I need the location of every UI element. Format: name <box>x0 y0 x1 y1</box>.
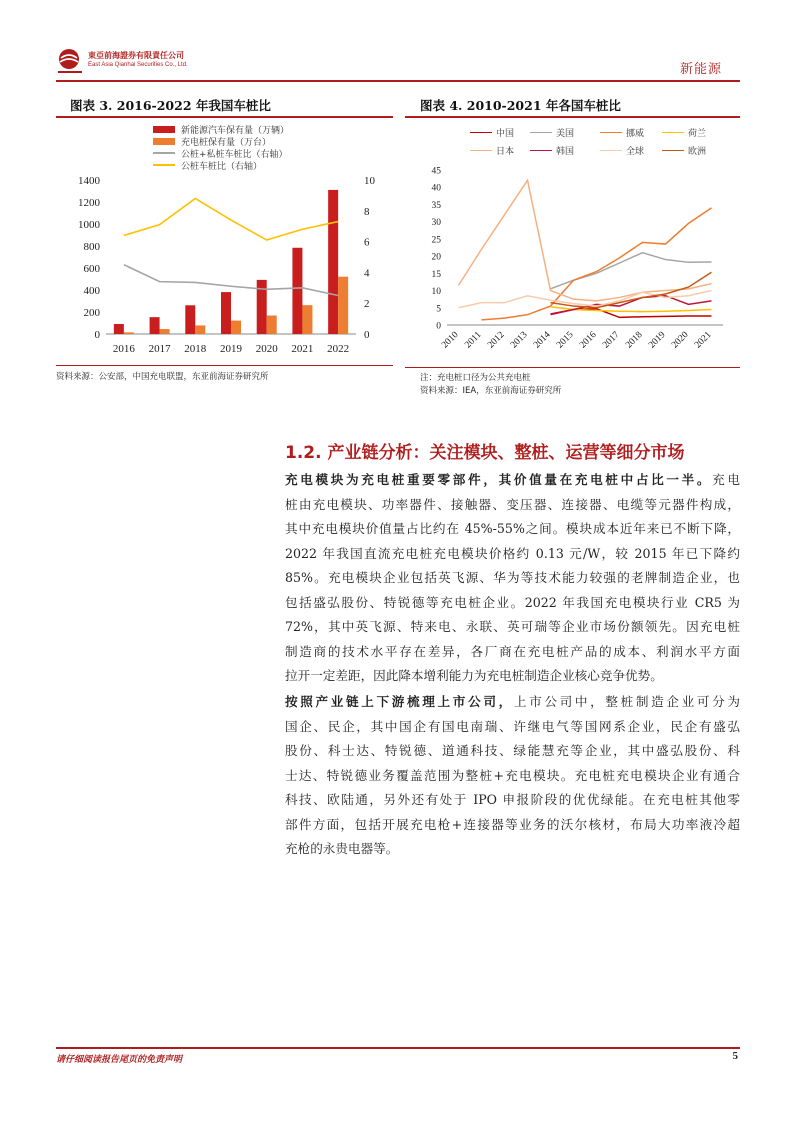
y2-tick-label: 6 <box>364 236 370 249</box>
paragraph-line: 国企、民企，其中国企有国电南瑞、许继电气等国网系企业，民企有盛弘 <box>285 718 740 734</box>
x-tick-label: 2020 <box>670 330 691 351</box>
legend-swatch <box>530 132 552 134</box>
paragraph-lead: 充电模块为充电桩重要零部件，其价值量在充电桩中占比一半。 <box>285 472 713 487</box>
legend-label: 欧洲 <box>688 147 707 157</box>
x-tick-label: 2019 <box>647 330 668 351</box>
paragraph-line: 桩由充电模块、功率器件、接触器、变压器、连接器、电缆等元器件构成， <box>285 496 740 512</box>
paragraph-line: 充枪的永贵电器等。 <box>285 841 399 856</box>
company-name-en: East Asia Qianhai Securities Co., Ltd. <box>88 62 188 68</box>
legend-swatch <box>153 126 175 133</box>
legend-swatch <box>662 150 684 152</box>
series-line <box>482 208 712 320</box>
company-name-cn: 東亞前海證券有限責任公司 <box>88 51 184 60</box>
x-tick-label: 2014 <box>532 330 553 351</box>
legend-item-norway <box>600 126 662 139</box>
x-tick-label: 2012 <box>486 330 507 351</box>
section-heading: 1.2. 产业链分析：关注模块、整桩、运营等细分市场 <box>285 443 685 463</box>
bar <box>160 329 170 334</box>
company-logo-icon <box>56 48 86 76</box>
figure3-bottom-line <box>56 365 393 366</box>
bar <box>114 324 124 334</box>
legend-item-nev <box>153 123 289 135</box>
header-divider <box>56 80 740 82</box>
y-tick-label: 800 <box>83 241 100 253</box>
series-line <box>551 253 712 289</box>
y-tick-label: 25 <box>431 235 441 246</box>
legend-item-europe <box>662 144 722 157</box>
y2-tick-label: 0 <box>364 329 370 341</box>
sector-label: 新能源 <box>679 62 722 77</box>
paragraph-lead: 按照产业链上下游梳理上市公司， <box>285 694 514 709</box>
x-tick-label: 2013 <box>509 330 530 351</box>
y-tick-label: 5 <box>436 304 441 315</box>
legend-swatch <box>470 150 492 152</box>
legend-label: 美国 <box>556 129 575 139</box>
paragraph-line <box>285 468 740 493</box>
y-tick-label: 30 <box>431 218 441 229</box>
bar <box>328 190 338 334</box>
legend-swatch <box>153 138 175 145</box>
legend-label: 韩国 <box>556 147 575 157</box>
figure3-title: 图表 3. 2016-2022 年我国车桩比 <box>70 98 271 113</box>
x-tick-label: 2019 <box>220 343 242 355</box>
legend-item-charger <box>153 135 289 147</box>
legend-swatch <box>470 132 492 134</box>
legend-item-netherlands <box>662 126 722 139</box>
legend-label: 荷兰 <box>688 129 707 139</box>
legend-label: 公桩+私桩车桩比（右轴） <box>181 149 288 160</box>
x-tick-label: 2016 <box>578 330 599 351</box>
y-tick-label: 10 <box>431 287 441 298</box>
y-tick-label: 400 <box>83 285 100 297</box>
x-tick-label: 2015 <box>555 330 576 351</box>
paragraph-line: 科技、欧陆通，另外还有处于 IPO 申报阶段的优优绿能。在充电桩其他零 <box>285 792 740 807</box>
bar <box>185 305 195 334</box>
paragraph-text: 充电 <box>712 472 741 487</box>
figure4-title: 图表 4. 2010-2021 年各国车桩比 <box>420 98 621 113</box>
bar <box>231 321 241 334</box>
x-tick-label: 2017 <box>601 330 622 351</box>
footer-disclaimer-link[interactable]: 请仔细阅读报告尾页的免责声明 <box>56 1055 183 1065</box>
paragraph-line: 其中充电模块价值量占比约在 45%-55%之间。模块成本近年来已不断下降， <box>285 521 740 536</box>
y-tick-label: 20 <box>431 252 441 263</box>
legend-swatch <box>153 152 175 154</box>
paragraph-2 <box>285 690 740 862</box>
y-tick-label: 0 <box>436 321 441 332</box>
figure4-note: 注：充电桩口径为公共充电桩 <box>420 373 531 383</box>
legend-item-japan <box>470 144 530 157</box>
paragraph-line: 2022 年我国直流充电桩充电模块价格约 0.13 元/W，较 2015 年已下降约 <box>285 545 740 561</box>
page-number: 5 <box>732 1050 738 1062</box>
paragraph-1 <box>285 468 740 689</box>
y-tick-label: 1200 <box>78 197 100 209</box>
y-tick-label: 35 <box>431 200 441 211</box>
y2-tick-label: 4 <box>364 267 370 280</box>
legend-label: 日本 <box>496 147 515 157</box>
y-tick-label: 1400 <box>78 175 100 187</box>
legend-swatch <box>662 132 684 134</box>
paragraph-line: 制造商的技术水平存在差异，各厂商在充电桩产品的成本、利润水平方面 <box>285 643 740 659</box>
bar <box>338 277 348 334</box>
legend-label: 新能源汽车保有量（万辆） <box>181 125 290 136</box>
paragraph-line: 85%。充电模块企业包括英飞源、华为等技术能力较强的老牌制造企业，也 <box>285 570 740 585</box>
y-tick-label: 40 <box>431 183 441 194</box>
bar <box>292 248 302 334</box>
paragraph-line: 包括盛弘股份、特锐德等充电桩企业。2022 年我国充电模块行业 CR5 为 <box>285 594 740 610</box>
y-tick-label: 1000 <box>78 219 100 231</box>
x-tick-label: 2010 <box>440 330 461 351</box>
x-tick-label: 2018 <box>624 330 645 351</box>
paragraph-line: 拉开一定差距，因此降本增利能力为充电桩制造企业核心竞争优势。 <box>285 668 663 683</box>
y-tick-label: 45 <box>431 166 441 177</box>
legend-label: 中国 <box>496 129 515 139</box>
legend-swatch <box>600 132 622 134</box>
figure4-source: 资料来源：IEA，东亚前海证券研究所 <box>420 386 562 396</box>
x-tick-label: 2017 <box>148 343 171 355</box>
figure4-title-underline <box>405 116 740 118</box>
figure3-source: 资料来源：公安部，中国充电联盟，东亚前海证券研究所 <box>56 372 269 382</box>
bar <box>221 292 231 334</box>
y2-tick-label: 10 <box>364 175 375 187</box>
y-tick-label: 0 <box>94 329 100 341</box>
y-tick-label: 600 <box>83 263 100 275</box>
figure4-chart <box>405 160 740 365</box>
x-tick-label: 2018 <box>184 343 207 355</box>
x-tick-label: 2016 <box>112 343 135 355</box>
paragraph-line: 部件方面，包括开展充电枪+连接器等业务的沃尔核材，布局大功率液冷超 <box>285 816 740 832</box>
y-tick-label: 15 <box>431 269 441 280</box>
legend-item-korea <box>530 144 600 157</box>
legend-label: 充电桩保有量（万台） <box>181 137 272 148</box>
bar <box>302 305 312 334</box>
paragraph-text: 上市公司中，整桩制造企业可分为 <box>513 694 741 709</box>
figure3-chart <box>56 170 393 360</box>
figure3-title-underline <box>56 116 393 118</box>
legend-label: 挪威 <box>626 129 645 139</box>
x-tick-label: 2022 <box>327 343 350 355</box>
figure3-legend <box>153 123 289 171</box>
legend-item-global <box>600 144 662 157</box>
figure4-bottom-line <box>405 367 740 368</box>
x-tick-label: 2020 <box>255 343 278 355</box>
legend-label: 全球 <box>626 147 645 157</box>
legend-item-total-ratio <box>153 147 289 159</box>
series-line <box>124 198 338 240</box>
legend-item-china <box>470 126 530 139</box>
x-tick-label: 2021 <box>291 343 314 355</box>
bar <box>124 332 134 334</box>
x-tick-label: 2011 <box>463 330 484 351</box>
figure4-legend <box>470 126 722 157</box>
y2-tick-label: 2 <box>364 298 370 311</box>
bar <box>150 317 160 334</box>
x-tick-label: 2021 <box>693 330 714 351</box>
paragraph-line: 72%，其中英飞源、特来电、永联、英可瑞等企业市场份额领先。因充电桩 <box>285 619 740 634</box>
bar <box>267 316 277 334</box>
y2-tick-label: 8 <box>364 205 370 218</box>
legend-swatch <box>600 150 622 152</box>
y-tick-label: 200 <box>83 307 100 319</box>
series-line <box>459 180 712 301</box>
legend-item-usa <box>530 126 600 139</box>
legend-swatch <box>530 150 552 152</box>
legend-swatch <box>153 164 175 166</box>
page-header <box>56 44 740 80</box>
series-line <box>124 265 338 296</box>
paragraph-line: 股份、科士达、特锐德、道通科技、绿能慧充等企业，其中盛弘股份、科 <box>285 743 740 758</box>
legend-label: 公桩车桩比（右轴） <box>181 161 263 172</box>
paragraph-line: 士达、特锐德业务覆盖范围为整桩+充电模块。充电桩充电模块企业有通合 <box>285 767 740 783</box>
footer-divider <box>56 1047 740 1049</box>
bar <box>195 325 205 334</box>
paragraph-line <box>285 690 740 715</box>
